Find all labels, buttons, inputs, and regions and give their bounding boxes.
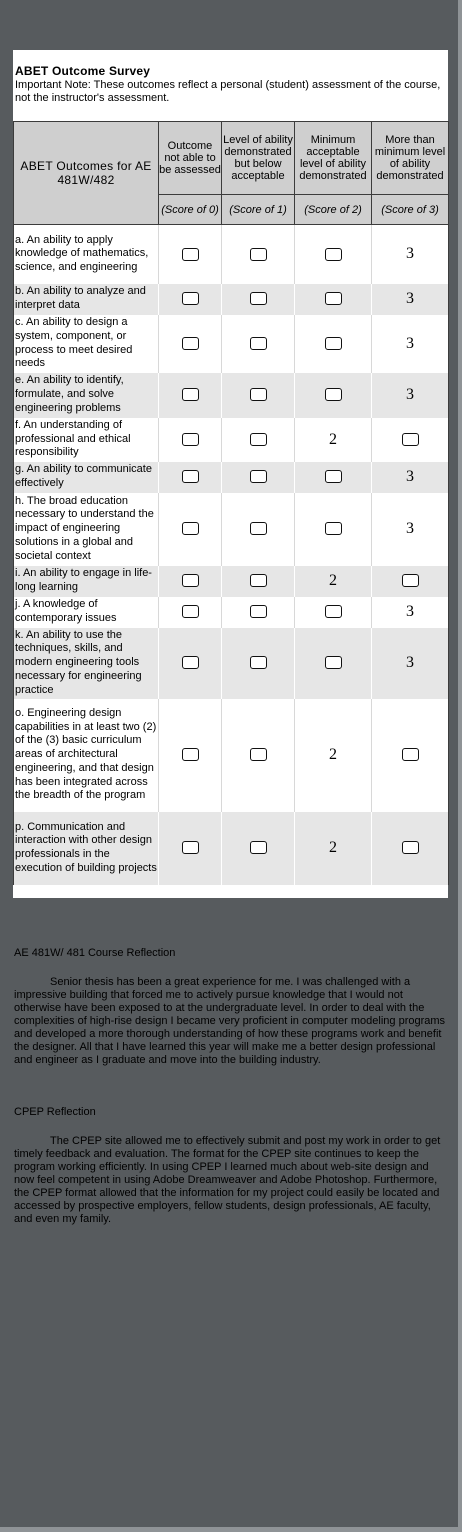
score-checkbox[interactable] — [402, 748, 419, 761]
score-cell — [295, 462, 372, 493]
score-cell — [222, 315, 295, 373]
selected-score: 3 — [406, 245, 414, 263]
table-row — [14, 315, 449, 373]
score-cell — [295, 373, 372, 418]
score-cell — [159, 225, 222, 284]
score-checkbox[interactable] — [182, 433, 199, 446]
score-label-0: (Score of 0) — [159, 195, 222, 225]
score-cell — [159, 373, 222, 418]
score-cell — [222, 418, 295, 462]
outcome-label: j. A knowledge of contemporary issues — [14, 597, 159, 628]
score-cell — [222, 699, 295, 812]
outcomes-column-header: ABET Outcomes for AE 481W/482 — [14, 122, 159, 225]
column-header-score-0: Outcome not able to be assessed — [159, 122, 222, 195]
selected-score: 3 — [406, 603, 414, 620]
abet-outcomes-table — [13, 121, 449, 885]
score-cell — [159, 699, 222, 812]
score-checkbox[interactable] — [402, 574, 419, 587]
score-checkbox[interactable] — [182, 574, 199, 587]
outcome-label: a. An ability to apply knowledge of mathematics, science, and engineering — [14, 225, 159, 284]
outcome-label: o. Engineering design capabilities in at least two (2) of the (3) basic curriculum areas of architectural engineering, and that design has been integrated across the breadth of the program — [14, 699, 159, 812]
outcome-label: i. An ability to engage in life-long learning — [14, 566, 159, 597]
score-cell — [159, 284, 222, 315]
outcome-label: h. The broad education necessary to understand the impact of engineering solutions in a global and societal context — [14, 493, 159, 566]
score-cell — [222, 284, 295, 315]
table-row — [14, 418, 449, 462]
selected-score: 3 — [406, 468, 414, 485]
score-checkbox[interactable] — [325, 470, 342, 483]
selected-score-cell — [295, 566, 372, 597]
score-checkbox[interactable] — [250, 748, 267, 761]
selected-score: 3 — [406, 520, 414, 537]
outcome-label: c. An ability to design a system, component, or process to meet desired needs — [14, 315, 159, 373]
score-checkbox[interactable] — [250, 292, 267, 305]
score-checkbox[interactable] — [250, 433, 267, 446]
score-cell — [222, 493, 295, 566]
outcome-rows — [14, 225, 449, 885]
score-cell — [295, 315, 372, 373]
table-row — [14, 493, 449, 566]
selected-score-cell — [295, 418, 372, 462]
score-label-3: (Score of 3) — [372, 195, 449, 225]
score-checkbox[interactable] — [325, 522, 342, 535]
score-checkbox[interactable] — [182, 656, 199, 669]
selected-score-cell — [372, 315, 449, 373]
column-header-score-2: Minimum acceptable level of ability demonstrated — [295, 122, 372, 195]
score-checkbox[interactable] — [182, 841, 199, 854]
selected-score-cell — [372, 373, 449, 418]
score-checkbox[interactable] — [250, 841, 267, 854]
score-cell — [159, 597, 222, 628]
abet-survey-panel — [13, 50, 448, 898]
score-checkbox[interactable] — [182, 248, 199, 261]
score-checkbox[interactable] — [250, 388, 267, 401]
survey-title: ABET Outcome Survey — [15, 64, 151, 78]
selected-score-cell — [372, 597, 449, 628]
score-cell — [295, 284, 372, 315]
page-right-edge — [458, 0, 462, 1532]
selected-score: 3 — [406, 654, 414, 671]
selected-score: 2 — [329, 430, 337, 448]
page-bottom-edge — [0, 1527, 462, 1532]
outcome-label: p. Communication and interaction with other design professionals in the execution of building projects — [14, 812, 159, 885]
score-checkbox[interactable] — [325, 388, 342, 401]
score-checkbox[interactable] — [250, 574, 267, 587]
selected-score: 2 — [329, 572, 337, 589]
score-cell — [222, 812, 295, 885]
score-cell — [372, 812, 449, 885]
score-checkbox[interactable] — [250, 248, 267, 261]
outcome-label: f. An understanding of professional and ethical responsibility — [14, 418, 159, 462]
score-checkbox[interactable] — [402, 433, 419, 446]
selected-score-cell — [295, 699, 372, 812]
score-cell — [295, 597, 372, 628]
outcome-label: g. An ability to communicate effectively — [14, 462, 159, 493]
cpep-reflection-heading: CPEP Reflection — [14, 1106, 96, 1118]
score-checkbox[interactable] — [250, 605, 267, 618]
score-cell — [222, 462, 295, 493]
score-cell — [222, 566, 295, 597]
score-checkbox[interactable] — [250, 522, 267, 535]
score-cell — [159, 418, 222, 462]
score-label-2: (Score of 2) — [295, 195, 372, 225]
score-cell — [222, 225, 295, 284]
score-checkbox[interactable] — [182, 605, 199, 618]
selected-score-cell — [372, 225, 449, 284]
score-checkbox[interactable] — [182, 337, 199, 350]
score-cell — [372, 699, 449, 812]
table-row — [14, 566, 449, 597]
table-row — [14, 597, 449, 628]
outcome-label: e. An ability to identify, formulate, and solve engineering problems — [14, 373, 159, 418]
score-cell — [372, 418, 449, 462]
score-cell — [159, 812, 222, 885]
score-cell — [159, 493, 222, 566]
score-cell — [159, 462, 222, 493]
score-cell — [159, 628, 222, 699]
column-header-score-1: Level of ability demonstrated but below acceptable — [222, 122, 295, 195]
survey-note: Important Note: These outcomes reflect a personal (student) assessment of the course, not the instructor's assessment. — [15, 79, 441, 104]
selected-score-cell — [372, 462, 449, 493]
score-checkbox[interactable] — [325, 248, 342, 261]
column-header-score-3: More than minimum level of ability demonstrated — [372, 122, 449, 195]
table-row — [14, 373, 449, 418]
table-row — [14, 225, 449, 284]
score-cell — [222, 597, 295, 628]
selected-score-cell — [295, 812, 372, 885]
score-checkbox[interactable] — [325, 337, 342, 350]
score-checkbox[interactable] — [182, 292, 199, 305]
score-cell — [222, 628, 295, 699]
selected-score: 3 — [406, 386, 414, 403]
selected-score-cell — [372, 493, 449, 566]
selected-score: 3 — [406, 334, 414, 352]
score-cell — [159, 566, 222, 597]
table-row — [14, 628, 449, 699]
score-checkbox[interactable] — [182, 522, 199, 535]
course-reflection-body: Senior thesis has been a great experience for me. I was challenged with a impressive building that forced me to actively pursue knowledge that I would not otherwise have been exposed to at the undergraduate level. In order to deal with the complexities of high-rise design I became very proficient in computer modeling programs and developed a more thorough understanding of how these programs work and benefit the designer. All that I have learned this year will make me a better design professional and engineer as I graduate and move into the building industry. — [14, 976, 446, 1066]
selected-score: 2 — [329, 746, 337, 763]
selected-score: 2 — [329, 839, 337, 856]
table-row — [14, 699, 449, 812]
score-cell — [372, 566, 449, 597]
score-checkbox[interactable] — [250, 470, 267, 483]
score-checkbox[interactable] — [182, 470, 199, 483]
score-cell — [295, 225, 372, 284]
selected-score-cell — [372, 628, 449, 699]
score-checkbox[interactable] — [325, 605, 342, 618]
selected-score: 3 — [406, 290, 414, 307]
selected-score-cell — [372, 284, 449, 315]
cpep-reflection-body: The CPEP site allowed me to effectively submit and post my work in order to get timely feedback and evaluation. The format for the CPEP site continues to keep the program working efficiently. In using CPEP I learned much about web-site design and now feel competent in using Adobe Dreamweaver and Adobe Photoshop. Furthermore, the CPEP format allowed that the information for my project could easily be located and accessed by prospective employers, fellow students, design professionals, AE faculty, and even my family. — [14, 1135, 441, 1225]
score-checkbox[interactable] — [325, 292, 342, 305]
table-row — [14, 462, 449, 493]
score-checkbox[interactable] — [402, 841, 419, 854]
outcome-label: b. An ability to analyze and interpret data — [14, 284, 159, 315]
table-row — [14, 284, 449, 315]
score-checkbox[interactable] — [182, 388, 199, 401]
score-checkbox[interactable] — [182, 748, 199, 761]
outcome-label: k. An ability to use the techniques, skills, and modern engineering tools necessary for engineering practice — [14, 628, 159, 699]
table-row — [14, 812, 449, 885]
score-cell — [295, 493, 372, 566]
score-checkbox[interactable] — [250, 337, 267, 350]
score-cell — [159, 315, 222, 373]
score-checkbox[interactable] — [325, 656, 342, 669]
score-label-1: (Score of 1) — [222, 195, 295, 225]
score-cell — [295, 628, 372, 699]
score-checkbox[interactable] — [250, 656, 267, 669]
course-reflection-heading: AE 481W/ 481 Course Reflection — [14, 947, 176, 959]
score-cell — [222, 373, 295, 418]
